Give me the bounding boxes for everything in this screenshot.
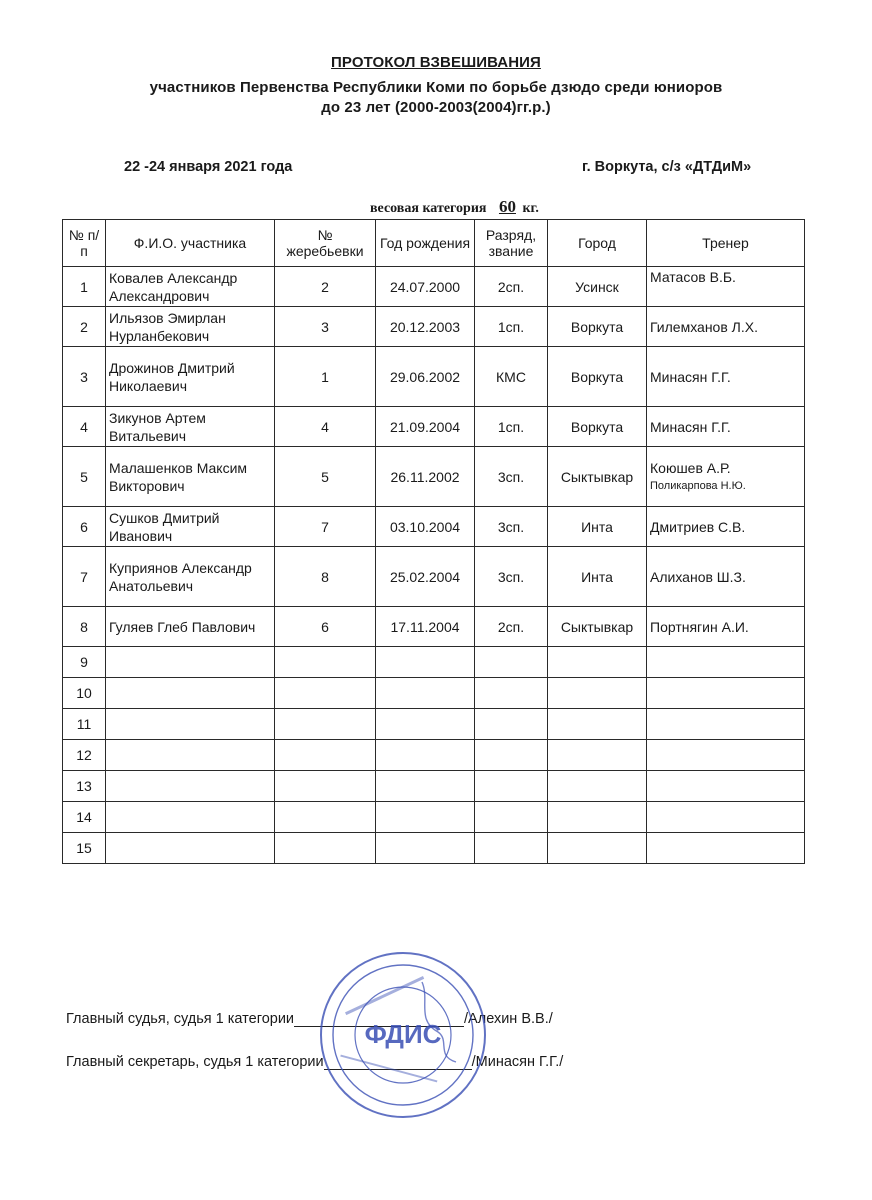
cell-name: Ковалев Александр Александрович bbox=[106, 267, 275, 307]
chief-secretary-signature-line bbox=[66, 1054, 563, 1070]
column-header-birth: Год рождения bbox=[376, 220, 475, 267]
column-header-number: № п/п bbox=[63, 220, 106, 267]
cell-coach bbox=[647, 547, 805, 607]
stamp-center-text: ФДИС bbox=[364, 1019, 442, 1049]
coach-name: Матасов В.Б. bbox=[650, 269, 736, 285]
cell-number: 2 bbox=[63, 307, 106, 347]
empty-table-row bbox=[63, 802, 805, 833]
column-header-draw: № жеребьевки bbox=[275, 220, 376, 267]
coach-name: Коюшев А.Р. bbox=[650, 459, 731, 476]
cell-city: Сыктывкар bbox=[548, 447, 647, 507]
cell-rank: 3сп. bbox=[475, 447, 548, 507]
cell-name: Дрожинов Дмитрий Николаевич bbox=[106, 347, 275, 407]
empty-table-row bbox=[63, 833, 805, 864]
event-place: г. Воркута, с/з «ДТДиМ» bbox=[582, 159, 752, 175]
cell-name: Зикунов Артем Витальевич bbox=[106, 407, 275, 447]
cell-rank: 1сп. bbox=[475, 307, 548, 347]
cell-rank: 1сп. bbox=[475, 407, 548, 447]
cell-number: 14 bbox=[63, 802, 106, 833]
event-dates: 22 -24 января 2021 года bbox=[124, 159, 293, 175]
table-row bbox=[63, 447, 805, 507]
table-row bbox=[63, 407, 805, 447]
cell-draw: 1 bbox=[275, 347, 376, 407]
empty-table-row bbox=[63, 647, 805, 678]
column-header-rank: Разряд, звание bbox=[475, 220, 548, 267]
table-row bbox=[63, 547, 805, 607]
cell-name: Гуляев Глеб Павлович bbox=[106, 607, 275, 647]
cell-city: Воркута bbox=[548, 307, 647, 347]
table-row bbox=[63, 347, 805, 407]
empty-table-row bbox=[63, 678, 805, 709]
cell-draw: 2 bbox=[275, 267, 376, 307]
cell-number: 11 bbox=[63, 709, 106, 740]
weight-category-label: весовая категория bbox=[370, 201, 487, 216]
cell-city: Воркута bbox=[548, 347, 647, 407]
cell-coach bbox=[647, 607, 805, 647]
empty-table-row bbox=[63, 709, 805, 740]
cell-coach bbox=[647, 507, 805, 547]
cell-birth: 20.12.2003 bbox=[376, 307, 475, 347]
coach-name: Минасян Г.Г. bbox=[650, 368, 731, 385]
cell-birth: 03.10.2004 bbox=[376, 507, 475, 547]
organization-stamp-image bbox=[318, 950, 488, 1120]
cell-number: 6 bbox=[63, 507, 106, 547]
cell-name: Куприянов Александр Анатольевич bbox=[106, 547, 275, 607]
cell-coach bbox=[647, 347, 805, 407]
cell-number: 1 bbox=[63, 267, 106, 307]
cell-number: 7 bbox=[63, 547, 106, 607]
cell-number: 12 bbox=[63, 740, 106, 771]
cell-city: Сыктывкар bbox=[548, 607, 647, 647]
cell-coach bbox=[647, 447, 805, 507]
weight-category bbox=[370, 197, 539, 217]
coach-name: Дмитриев С.В. bbox=[650, 518, 746, 535]
cell-coach bbox=[647, 407, 805, 447]
cell-birth: 25.02.2004 bbox=[376, 547, 475, 607]
cell-coach bbox=[647, 267, 805, 307]
chief-judge-name: /Алехин В.В./ bbox=[464, 1011, 553, 1027]
cell-name: Ильязов Эмирлан Нурланбекович bbox=[106, 307, 275, 347]
cell-birth: 29.06.2002 bbox=[376, 347, 475, 407]
table-row bbox=[63, 307, 805, 347]
chief-secretary-label: Главный секретарь, судья 1 категории bbox=[66, 1054, 324, 1070]
coach-name: Гилемханов Л.Х. bbox=[650, 318, 758, 335]
cell-city: Инта bbox=[548, 507, 647, 547]
cell-draw: 4 bbox=[275, 407, 376, 447]
cell-birth: 17.11.2004 bbox=[376, 607, 475, 647]
weigh-in-table bbox=[62, 219, 805, 864]
cell-name: Сушков Дмитрий Иванович bbox=[106, 507, 275, 547]
cell-number: 3 bbox=[63, 347, 106, 407]
cell-draw: 7 bbox=[275, 507, 376, 547]
cell-number: 8 bbox=[63, 607, 106, 647]
cell-rank: 2сп. bbox=[475, 607, 548, 647]
empty-table-row bbox=[63, 771, 805, 802]
coach-name: Портнягин А.И. bbox=[650, 618, 749, 635]
cell-number: 9 bbox=[63, 647, 106, 678]
cell-rank: КМС bbox=[475, 347, 548, 407]
cell-birth: 26.11.2002 bbox=[376, 447, 475, 507]
table-row bbox=[63, 507, 805, 547]
cell-number: 13 bbox=[63, 771, 106, 802]
cell-coach bbox=[647, 307, 805, 347]
coach-name: Алиханов Ш.З. bbox=[650, 568, 746, 585]
second-coach-name: Поликарпова Н.Ю. bbox=[650, 479, 746, 492]
document-subtitle-line1: участников Первенства Республики Коми по борьбе дзюдо среди юниоров bbox=[149, 79, 723, 96]
cell-rank: 3сп. bbox=[475, 507, 548, 547]
document-subtitle-line2: до 23 лет (2000-2003(2004)гг.р.) bbox=[321, 99, 551, 116]
cell-name: Малашенков Максим Викторович bbox=[106, 447, 275, 507]
column-header-city: Город bbox=[548, 220, 647, 267]
cell-draw: 5 bbox=[275, 447, 376, 507]
table-row bbox=[63, 607, 805, 647]
cell-birth: 21.09.2004 bbox=[376, 407, 475, 447]
weight-category-value: 60 bbox=[498, 197, 516, 216]
cell-city: Усинск bbox=[548, 267, 647, 307]
weight-category-unit: кг. bbox=[522, 201, 539, 216]
chief-judge-label: Главный судья, судья 1 категории bbox=[66, 1011, 295, 1027]
cell-draw: 3 bbox=[275, 307, 376, 347]
cell-number: 5 bbox=[63, 447, 106, 507]
empty-table-row bbox=[63, 740, 805, 771]
cell-draw: 6 bbox=[275, 607, 376, 647]
column-header-name: Ф.И.О. участника bbox=[106, 220, 275, 267]
coach-name: Минасян Г.Г. bbox=[650, 418, 731, 435]
cell-rank: 3сп. bbox=[475, 547, 548, 607]
table-header-row bbox=[63, 220, 805, 267]
table-row bbox=[63, 267, 805, 307]
column-header-coach: Тренер bbox=[647, 220, 805, 267]
document-title: ПРОТОКОЛ ВЗВЕШИВАНИЯ bbox=[331, 54, 541, 71]
cell-number: 4 bbox=[63, 407, 106, 447]
cell-rank: 2сп. bbox=[475, 267, 548, 307]
cell-city: Инта bbox=[548, 547, 647, 607]
cell-number: 10 bbox=[63, 678, 106, 709]
chief-secretary-name: /Минасян Г.Г./ bbox=[471, 1054, 564, 1070]
cell-number: 15 bbox=[63, 833, 106, 864]
cell-birth: 24.07.2000 bbox=[376, 267, 475, 307]
cell-draw: 8 bbox=[275, 547, 376, 607]
table-body bbox=[63, 267, 805, 864]
cell-city: Воркута bbox=[548, 407, 647, 447]
